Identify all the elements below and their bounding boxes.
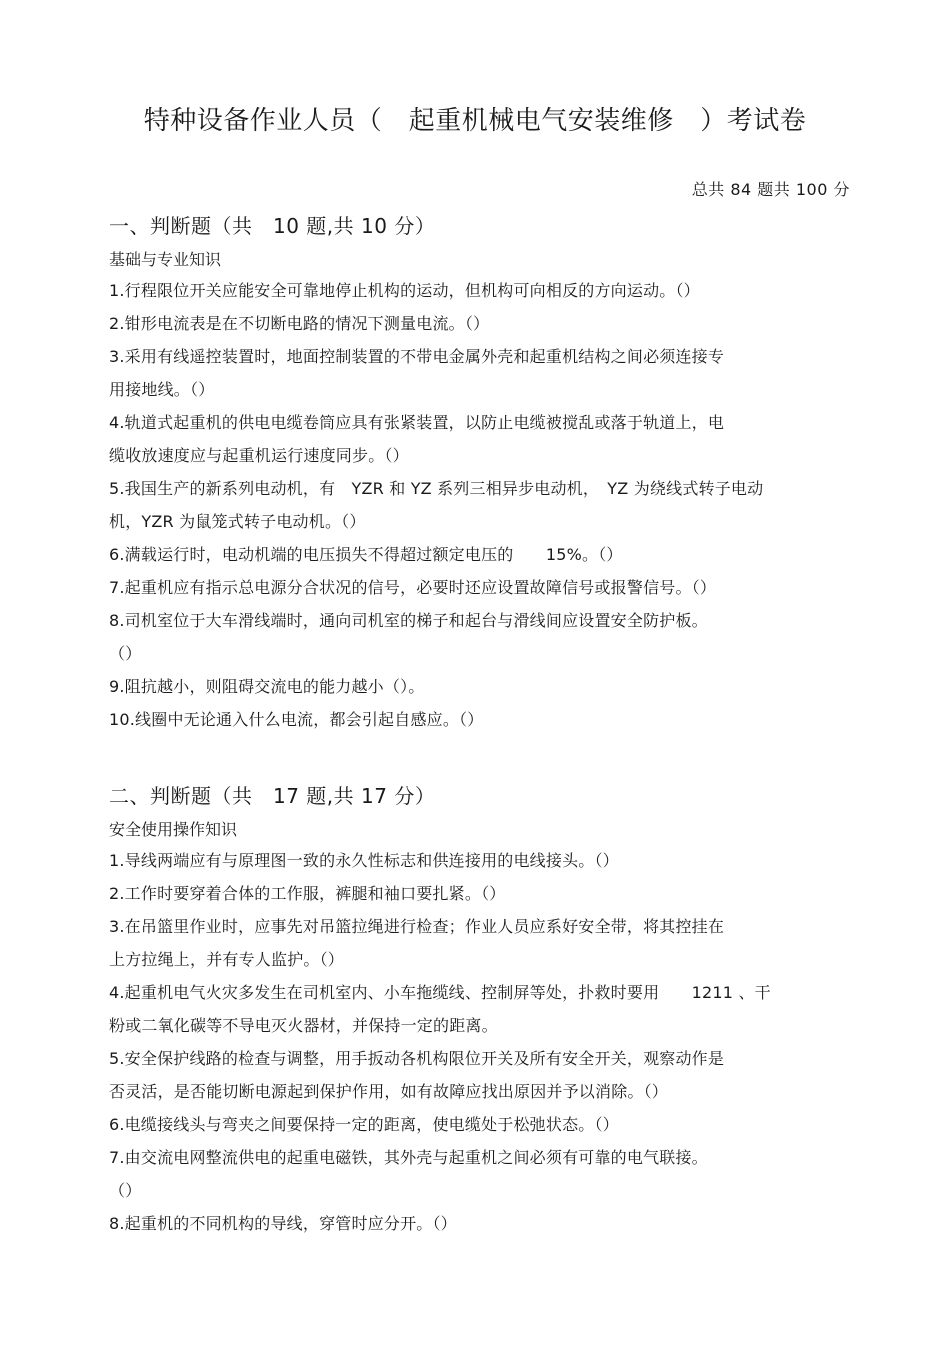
question-line: 8.起重机的不同机构的导线，穿管时应分开。（） — [109, 1214, 457, 1233]
exam-title: 特种设备作业人员（ 起重机械电气安装维修 ）考试卷 — [143, 106, 807, 136]
question-line: 9.阻抗越小，则阻碍交流电的能力越小（）。 — [109, 677, 425, 696]
question-line: 上方拉绳上，并有专人监护。（） — [109, 950, 345, 969]
section-subtitle: 安全使用操作知识 — [109, 820, 238, 839]
question-line: 机，YZR 为鼠笼式转子电动机。（） — [109, 512, 366, 531]
section-heading: 一、判断题（共 10 题,共 10 分） — [109, 214, 436, 238]
question-line: 6.满载运行时，电动机端的电压损失不得超过额定电压的 15%。（） — [109, 545, 623, 564]
question-line: 7.起重机应有指示总电源分合状况的信号，必要时还应设置故障信号或报警信号。（） — [109, 578, 717, 597]
question-line: 2.工作时要穿着合体的工作服，裤腿和袖口要扎紧。（） — [109, 884, 506, 903]
section-judgment-safety — [109, 781, 869, 1245]
question-line: 1.导线两端应有与原理图一致的永久性标志和供连接用的电线接头。（） — [109, 851, 619, 870]
section-subtitle: 基础与专业知识 — [109, 250, 222, 269]
question-line: 2.钳形电流表是在不切断电路的情况下测量电流。（） — [109, 314, 490, 333]
question-line: 5.我国生产的新系列电动机，有 YZR 和 YZ 系列三相异步电动机， YZ 为绕线式转子电动 — [109, 479, 764, 498]
question-line: 3.采用有线遥控装置时，地面控制装置的不带电金属外壳和起重机结构之间必须连接专 — [109, 347, 725, 366]
question-line: 5.安全保护线路的检查与调整，用手扳动各机构限位开关及所有安全开关，观察动作是 — [109, 1049, 725, 1068]
question-line: 4.起重机电气火灾多发生在司机室内、小车拖缆线、控制屏等处，扑救时要用 1211 、干 — [109, 983, 771, 1002]
question-line: 用接地线。（） — [109, 380, 215, 399]
question-line: 否灵活，是否能切断电源起到保护作用，如有故障应找出原因并予以消除。（） — [109, 1082, 669, 1101]
question-line: 7.由交流电网整流供电的起重电磁铁，其外壳与起重机之间必须有可靠的电气联接。 — [109, 1148, 708, 1167]
question-line: 4.轨道式起重机的供电电缆卷筒应具有张紧装置，以防止电缆被搅乱或落于轨道上，电 — [109, 413, 725, 432]
question-line: 6.电缆接线头与弯夹之间要保持一定的距离，使电缆处于松弛状态。（） — [109, 1115, 619, 1134]
question-line: （） — [109, 644, 142, 663]
question-line: 1.行程限位开关应能安全可靠地停止机构的运动，但机构可向相反的方向运动。（） — [109, 281, 700, 300]
section-judgment-basic — [109, 211, 869, 741]
question-line: 缆收放速度应与起重机运行速度同步。（） — [109, 446, 409, 465]
section-heading: 二、判断题（共 17 题,共 17 分） — [109, 784, 436, 808]
exam-summary: 总共 84 题共 100 分 — [691, 180, 850, 199]
question-line: 10.线圈中无论通入什么电流，都会引起自感应。（） — [109, 710, 484, 729]
question-line: （） — [109, 1181, 142, 1200]
question-line: 8.司机室位于大车滑线端时，通向司机室的梯子和起台与滑线间应设置安全防护板。 — [109, 611, 708, 630]
question-line: 粉或二氧化碳等不导电灭火器材，并保持一定的距离。 — [109, 1016, 498, 1035]
question-line: 3.在吊篮里作业时，应事先对吊篮拉绳进行检查；作业人员应系好安全带，将其控挂在 — [109, 917, 725, 936]
